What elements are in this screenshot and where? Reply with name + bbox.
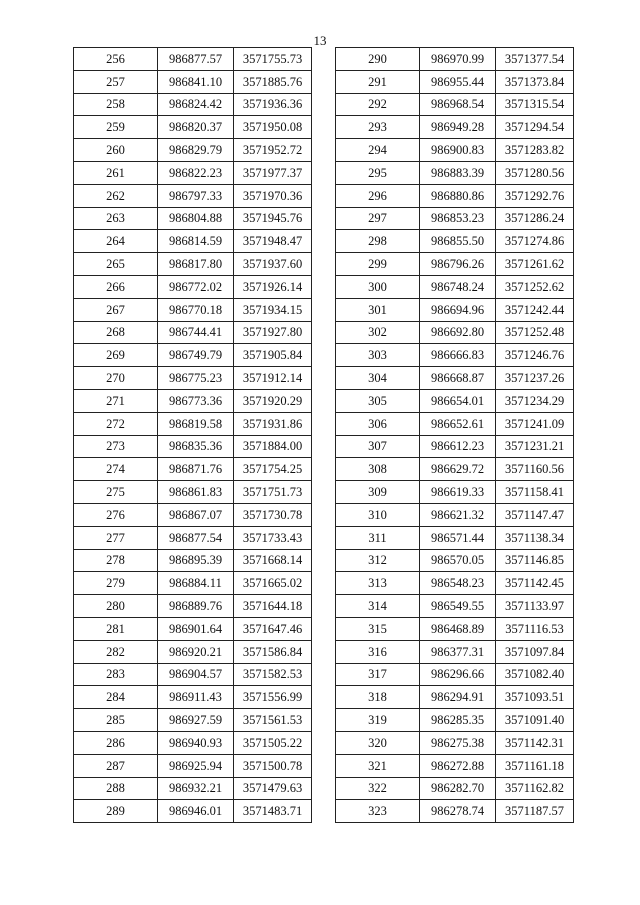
- y-coordinate-cell: 3571586.84: [234, 640, 312, 663]
- table-row: [74, 686, 312, 709]
- point-number-cell: 310: [336, 503, 420, 526]
- x-coordinate-cell: 986294.91: [420, 686, 496, 709]
- point-number-cell: 282: [74, 640, 158, 663]
- table-row: [336, 184, 574, 207]
- table-row: [74, 503, 312, 526]
- table-row: [74, 93, 312, 116]
- point-number-cell: 266: [74, 275, 158, 298]
- y-coordinate-cell: 3571283.82: [496, 139, 574, 162]
- y-coordinate-cell: 3571091.40: [496, 709, 574, 732]
- table-row: [336, 549, 574, 572]
- y-coordinate-cell: 3571937.60: [234, 253, 312, 276]
- x-coordinate-cell: 986770.18: [158, 298, 234, 321]
- x-coordinate-cell: 986925.94: [158, 754, 234, 777]
- table-row: [74, 595, 312, 618]
- table-row: [74, 412, 312, 435]
- x-coordinate-cell: 986278.74: [420, 800, 496, 823]
- table-row: [336, 754, 574, 777]
- y-coordinate-cell: 3571246.76: [496, 344, 574, 367]
- point-number-cell: 318: [336, 686, 420, 709]
- table-row: [336, 686, 574, 709]
- point-number-cell: 268: [74, 321, 158, 344]
- point-number-cell: 283: [74, 663, 158, 686]
- point-number-cell: 286: [74, 731, 158, 754]
- table-row: [336, 663, 574, 686]
- point-number-cell: 315: [336, 617, 420, 640]
- y-coordinate-cell: 3571280.56: [496, 161, 574, 184]
- point-number-cell: 273: [74, 435, 158, 458]
- x-coordinate-cell: 986548.23: [420, 572, 496, 595]
- table-row: [74, 709, 312, 732]
- y-coordinate-cell: 3571093.51: [496, 686, 574, 709]
- y-coordinate-cell: 3571505.22: [234, 731, 312, 754]
- y-coordinate-cell: 3571952.72: [234, 139, 312, 162]
- x-coordinate-cell: 986296.66: [420, 663, 496, 686]
- point-number-cell: 306: [336, 412, 420, 435]
- table-row: [74, 116, 312, 139]
- y-coordinate-cell: 3571948.47: [234, 230, 312, 253]
- y-coordinate-cell: 3571582.53: [234, 663, 312, 686]
- x-coordinate-cell: 986900.83: [420, 139, 496, 162]
- point-number-cell: 303: [336, 344, 420, 367]
- table-row: [74, 367, 312, 390]
- y-coordinate-cell: 3571082.40: [496, 663, 574, 686]
- point-number-cell: 304: [336, 367, 420, 390]
- x-coordinate-cell: 986549.55: [420, 595, 496, 618]
- x-coordinate-cell: 986901.64: [158, 617, 234, 640]
- y-coordinate-cell: 3571142.45: [496, 572, 574, 595]
- x-coordinate-cell: 986468.89: [420, 617, 496, 640]
- table-row: [74, 321, 312, 344]
- table-row: [336, 709, 574, 732]
- x-coordinate-cell: 986955.44: [420, 70, 496, 93]
- x-coordinate-cell: 986570.05: [420, 549, 496, 572]
- table-row: [74, 298, 312, 321]
- y-coordinate-cell: 3571936.36: [234, 93, 312, 116]
- y-coordinate-cell: 3571926.14: [234, 275, 312, 298]
- table-row: [336, 640, 574, 663]
- y-coordinate-cell: 3571274.86: [496, 230, 574, 253]
- y-coordinate-cell: 3571920.29: [234, 389, 312, 412]
- table-row: [336, 595, 574, 618]
- x-coordinate-cell: 986883.39: [420, 161, 496, 184]
- table-row: [336, 526, 574, 549]
- x-coordinate-cell: 986867.07: [158, 503, 234, 526]
- point-number-cell: 271: [74, 389, 158, 412]
- table-row: [336, 207, 574, 230]
- x-coordinate-cell: 986824.42: [158, 93, 234, 116]
- y-coordinate-cell: 3571162.82: [496, 777, 574, 800]
- y-coordinate-cell: 3571730.78: [234, 503, 312, 526]
- table-row: [74, 275, 312, 298]
- y-coordinate-cell: 3571755.73: [234, 48, 312, 71]
- point-number-cell: 291: [336, 70, 420, 93]
- table-row: [336, 230, 574, 253]
- table-row: [74, 389, 312, 412]
- y-coordinate-cell: 3571252.48: [496, 321, 574, 344]
- x-coordinate-cell: 986822.23: [158, 161, 234, 184]
- table-row: [336, 458, 574, 481]
- table-row: [74, 344, 312, 367]
- table-row: [336, 344, 574, 367]
- table-row: [74, 572, 312, 595]
- point-number-cell: 287: [74, 754, 158, 777]
- x-coordinate-cell: 986796.26: [420, 253, 496, 276]
- table-row: [336, 481, 574, 504]
- x-coordinate-cell: 986855.50: [420, 230, 496, 253]
- coordinates-table-left: [73, 47, 312, 823]
- y-coordinate-cell: 3571161.18: [496, 754, 574, 777]
- point-number-cell: 270: [74, 367, 158, 390]
- point-number-cell: 279: [74, 572, 158, 595]
- x-coordinate-cell: 986772.02: [158, 275, 234, 298]
- x-coordinate-cell: 986877.54: [158, 526, 234, 549]
- x-coordinate-cell: 986775.23: [158, 367, 234, 390]
- point-number-cell: 258: [74, 93, 158, 116]
- y-coordinate-cell: 3571231.21: [496, 435, 574, 458]
- point-number-cell: 317: [336, 663, 420, 686]
- table-row: [74, 458, 312, 481]
- y-coordinate-cell: 3571500.78: [234, 754, 312, 777]
- point-number-cell: 320: [336, 731, 420, 754]
- point-number-cell: 275: [74, 481, 158, 504]
- point-number-cell: 312: [336, 549, 420, 572]
- table-row: [336, 116, 574, 139]
- table-row: [74, 48, 312, 71]
- x-coordinate-cell: 986904.57: [158, 663, 234, 686]
- point-number-cell: 257: [74, 70, 158, 93]
- table-row: [336, 93, 574, 116]
- y-coordinate-cell: 3571945.76: [234, 207, 312, 230]
- point-number-cell: 277: [74, 526, 158, 549]
- y-coordinate-cell: 3571142.31: [496, 731, 574, 754]
- table-row: [336, 731, 574, 754]
- y-coordinate-cell: 3571138.34: [496, 526, 574, 549]
- y-coordinate-cell: 3571097.84: [496, 640, 574, 663]
- x-coordinate-cell: 986619.33: [420, 481, 496, 504]
- x-coordinate-cell: 986820.37: [158, 116, 234, 139]
- y-coordinate-cell: 3571754.25: [234, 458, 312, 481]
- y-coordinate-cell: 3571158.41: [496, 481, 574, 504]
- point-number-cell: 316: [336, 640, 420, 663]
- x-coordinate-cell: 986282.70: [420, 777, 496, 800]
- y-coordinate-cell: 3571242.44: [496, 298, 574, 321]
- table-row: [74, 526, 312, 549]
- x-coordinate-cell: 986861.83: [158, 481, 234, 504]
- table-row: [336, 572, 574, 595]
- y-coordinate-cell: 3571885.76: [234, 70, 312, 93]
- table-row: [74, 139, 312, 162]
- x-coordinate-cell: 986621.32: [420, 503, 496, 526]
- x-coordinate-cell: 986612.23: [420, 435, 496, 458]
- y-coordinate-cell: 3571237.26: [496, 367, 574, 390]
- point-number-cell: 259: [74, 116, 158, 139]
- point-number-cell: 265: [74, 253, 158, 276]
- point-number-cell: 294: [336, 139, 420, 162]
- y-coordinate-cell: 3571950.08: [234, 116, 312, 139]
- x-coordinate-cell: 986629.72: [420, 458, 496, 481]
- table-row: [336, 412, 574, 435]
- x-coordinate-cell: 986970.99: [420, 48, 496, 71]
- y-coordinate-cell: 3571146.85: [496, 549, 574, 572]
- point-number-cell: 307: [336, 435, 420, 458]
- x-coordinate-cell: 986694.96: [420, 298, 496, 321]
- table-row: [74, 663, 312, 686]
- table-row: [336, 321, 574, 344]
- x-coordinate-cell: 986927.59: [158, 709, 234, 732]
- y-coordinate-cell: 3571905.84: [234, 344, 312, 367]
- point-number-cell: 256: [74, 48, 158, 71]
- table-row: [336, 617, 574, 640]
- x-coordinate-cell: 986817.80: [158, 253, 234, 276]
- table-row: [74, 161, 312, 184]
- x-coordinate-cell: 986895.39: [158, 549, 234, 572]
- table-row: [336, 777, 574, 800]
- x-coordinate-cell: 986748.24: [420, 275, 496, 298]
- x-coordinate-cell: 986889.76: [158, 595, 234, 618]
- x-coordinate-cell: 986968.54: [420, 93, 496, 116]
- y-coordinate-cell: 3571187.57: [496, 800, 574, 823]
- point-number-cell: 311: [336, 526, 420, 549]
- x-coordinate-cell: 986377.31: [420, 640, 496, 663]
- table-row: [336, 275, 574, 298]
- table-row: [74, 70, 312, 93]
- point-number-cell: 301: [336, 298, 420, 321]
- point-number-cell: 308: [336, 458, 420, 481]
- point-number-cell: 321: [336, 754, 420, 777]
- table-row: [74, 184, 312, 207]
- point-number-cell: 261: [74, 161, 158, 184]
- x-coordinate-cell: 986275.38: [420, 731, 496, 754]
- table-row: [74, 617, 312, 640]
- point-number-cell: 302: [336, 321, 420, 344]
- x-coordinate-cell: 986744.41: [158, 321, 234, 344]
- point-number-cell: 293: [336, 116, 420, 139]
- y-coordinate-cell: 3571483.71: [234, 800, 312, 823]
- point-number-cell: 323: [336, 800, 420, 823]
- point-number-cell: 300: [336, 275, 420, 298]
- point-number-cell: 290: [336, 48, 420, 71]
- point-number-cell: 260: [74, 139, 158, 162]
- y-coordinate-cell: 3571733.43: [234, 526, 312, 549]
- x-coordinate-cell: 986652.61: [420, 412, 496, 435]
- y-coordinate-cell: 3571377.54: [496, 48, 574, 71]
- table-row: [74, 253, 312, 276]
- y-coordinate-cell: 3571116.53: [496, 617, 574, 640]
- x-coordinate-cell: 986749.79: [158, 344, 234, 367]
- y-coordinate-cell: 3571286.24: [496, 207, 574, 230]
- x-coordinate-cell: 986654.01: [420, 389, 496, 412]
- x-coordinate-cell: 986835.36: [158, 435, 234, 458]
- x-coordinate-cell: 986946.01: [158, 800, 234, 823]
- table-row: [74, 435, 312, 458]
- point-number-cell: 296: [336, 184, 420, 207]
- table-row: [336, 389, 574, 412]
- x-coordinate-cell: 986285.35: [420, 709, 496, 732]
- x-coordinate-cell: 986272.88: [420, 754, 496, 777]
- point-number-cell: 309: [336, 481, 420, 504]
- point-number-cell: 274: [74, 458, 158, 481]
- y-coordinate-cell: 3571934.15: [234, 298, 312, 321]
- y-coordinate-cell: 3571147.47: [496, 503, 574, 526]
- y-coordinate-cell: 3571970.36: [234, 184, 312, 207]
- x-coordinate-cell: 986940.93: [158, 731, 234, 754]
- y-coordinate-cell: 3571647.46: [234, 617, 312, 640]
- table-row: [336, 70, 574, 93]
- point-number-cell: 295: [336, 161, 420, 184]
- y-coordinate-cell: 3571927.80: [234, 321, 312, 344]
- x-coordinate-cell: 986668.87: [420, 367, 496, 390]
- x-coordinate-cell: 986949.28: [420, 116, 496, 139]
- y-coordinate-cell: 3571751.73: [234, 481, 312, 504]
- y-coordinate-cell: 3571884.00: [234, 435, 312, 458]
- point-number-cell: 322: [336, 777, 420, 800]
- point-number-cell: 297: [336, 207, 420, 230]
- coordinates-table-right: [335, 47, 574, 823]
- y-coordinate-cell: 3571561.53: [234, 709, 312, 732]
- point-number-cell: 269: [74, 344, 158, 367]
- x-coordinate-cell: 986797.33: [158, 184, 234, 207]
- point-number-cell: 284: [74, 686, 158, 709]
- point-number-cell: 285: [74, 709, 158, 732]
- table-row: [74, 207, 312, 230]
- table-row: [336, 253, 574, 276]
- y-coordinate-cell: 3571644.18: [234, 595, 312, 618]
- table-body: [336, 48, 574, 823]
- table-row: [336, 298, 574, 321]
- x-coordinate-cell: 986880.86: [420, 184, 496, 207]
- x-coordinate-cell: 986841.10: [158, 70, 234, 93]
- x-coordinate-cell: 986829.79: [158, 139, 234, 162]
- y-coordinate-cell: 3571668.14: [234, 549, 312, 572]
- y-coordinate-cell: 3571160.56: [496, 458, 574, 481]
- x-coordinate-cell: 986819.58: [158, 412, 234, 435]
- point-number-cell: 288: [74, 777, 158, 800]
- page-number: 13: [313, 33, 327, 48]
- x-coordinate-cell: 986920.21: [158, 640, 234, 663]
- point-number-cell: 281: [74, 617, 158, 640]
- table-row: [336, 367, 574, 390]
- table-row: [74, 731, 312, 754]
- point-number-cell: 298: [336, 230, 420, 253]
- table-body: [74, 48, 312, 823]
- point-number-cell: 278: [74, 549, 158, 572]
- y-coordinate-cell: 3571133.97: [496, 595, 574, 618]
- point-number-cell: 264: [74, 230, 158, 253]
- x-coordinate-cell: 986877.57: [158, 48, 234, 71]
- y-coordinate-cell: 3571912.14: [234, 367, 312, 390]
- point-number-cell: 262: [74, 184, 158, 207]
- x-coordinate-cell: 986814.59: [158, 230, 234, 253]
- x-coordinate-cell: 986571.44: [420, 526, 496, 549]
- y-coordinate-cell: 3571556.99: [234, 686, 312, 709]
- point-number-cell: 314: [336, 595, 420, 618]
- point-number-cell: 319: [336, 709, 420, 732]
- x-coordinate-cell: 986804.88: [158, 207, 234, 230]
- table-row: [74, 230, 312, 253]
- point-number-cell: 292: [336, 93, 420, 116]
- table-row: [336, 161, 574, 184]
- table-row: [74, 481, 312, 504]
- point-number-cell: 280: [74, 595, 158, 618]
- y-coordinate-cell: 3571373.84: [496, 70, 574, 93]
- y-coordinate-cell: 3571665.02: [234, 572, 312, 595]
- point-number-cell: 276: [74, 503, 158, 526]
- table-row: [336, 48, 574, 71]
- x-coordinate-cell: 986911.43: [158, 686, 234, 709]
- y-coordinate-cell: 3571315.54: [496, 93, 574, 116]
- x-coordinate-cell: 986666.83: [420, 344, 496, 367]
- point-number-cell: 313: [336, 572, 420, 595]
- point-number-cell: 299: [336, 253, 420, 276]
- table-row: [74, 754, 312, 777]
- table-row: [74, 777, 312, 800]
- x-coordinate-cell: 986884.11: [158, 572, 234, 595]
- y-coordinate-cell: 3571294.54: [496, 116, 574, 139]
- table-row: [336, 139, 574, 162]
- point-number-cell: 305: [336, 389, 420, 412]
- y-coordinate-cell: 3571292.76: [496, 184, 574, 207]
- table-row: [336, 503, 574, 526]
- table-row: [74, 640, 312, 663]
- y-coordinate-cell: 3571977.37: [234, 161, 312, 184]
- x-coordinate-cell: 986932.21: [158, 777, 234, 800]
- point-number-cell: 272: [74, 412, 158, 435]
- y-coordinate-cell: 3571234.29: [496, 389, 574, 412]
- x-coordinate-cell: 986692.80: [420, 321, 496, 344]
- y-coordinate-cell: 3571931.86: [234, 412, 312, 435]
- point-number-cell: 263: [74, 207, 158, 230]
- y-coordinate-cell: 3571252.62: [496, 275, 574, 298]
- table-row: [74, 800, 312, 823]
- point-number-cell: 289: [74, 800, 158, 823]
- y-coordinate-cell: 3571241.09: [496, 412, 574, 435]
- x-coordinate-cell: 986871.76: [158, 458, 234, 481]
- table-row: [336, 800, 574, 823]
- table-row: [74, 549, 312, 572]
- x-coordinate-cell: 986773.36: [158, 389, 234, 412]
- y-coordinate-cell: 3571261.62: [496, 253, 574, 276]
- table-row: [336, 435, 574, 458]
- y-coordinate-cell: 3571479.63: [234, 777, 312, 800]
- point-number-cell: 267: [74, 298, 158, 321]
- x-coordinate-cell: 986853.23: [420, 207, 496, 230]
